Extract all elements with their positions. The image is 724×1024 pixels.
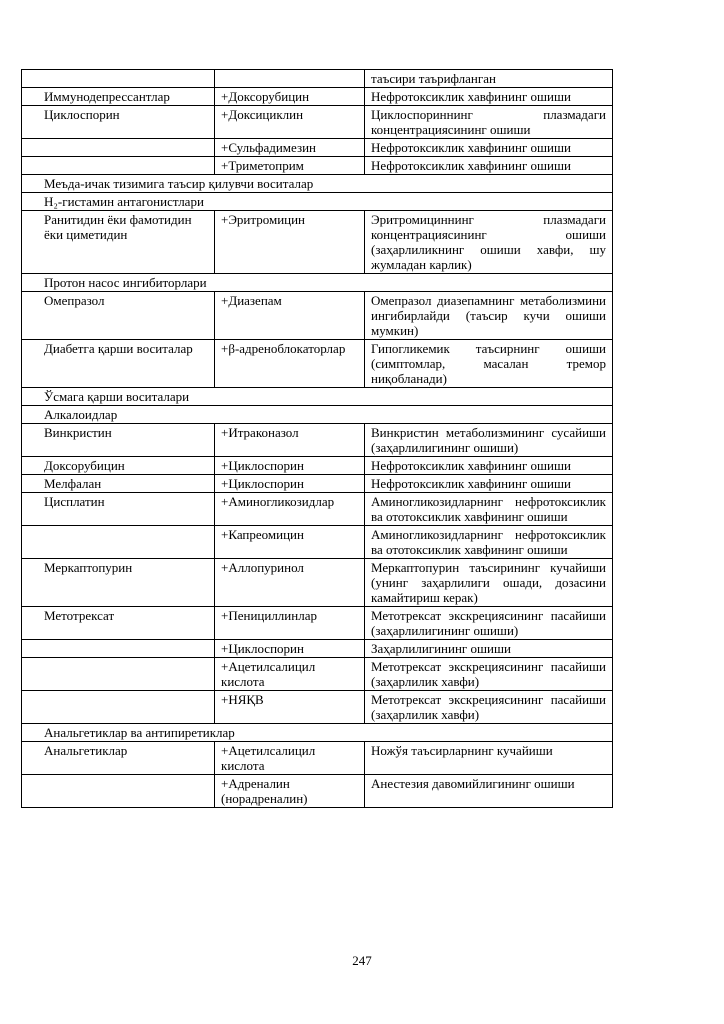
interacting-drug-cell: +НЯҚВ — [215, 691, 365, 724]
section-title: H₂-гистамин антагонистлари — [22, 193, 613, 211]
drug-cell: Омепразол — [22, 292, 215, 340]
effect-cell: Аминогликозидларнинг нефротоксиклик ва ототоксиклик хавфининг ошиши — [365, 493, 613, 526]
interacting-drug-cell: +Адреналин (норадреналин) — [215, 775, 365, 808]
drug-interaction-table — [21, 69, 613, 808]
effect-cell: Циклоспориннинг плазмадаги концентрациясининг ошиши — [365, 106, 613, 139]
effect-cell: Омепразол диазепамнинг метаболизмини ингибирлайди (таъсир кучи ошиши мумкин) — [365, 292, 613, 340]
section-header-row — [22, 274, 613, 292]
section-title: Анальгетиклар ва антипиретиклар — [22, 724, 613, 742]
drug-cell — [22, 775, 215, 808]
interacting-drug-cell: +Капреомицин — [215, 526, 365, 559]
drug-cell — [22, 70, 215, 88]
interacting-drug-cell: +Аллопуринол — [215, 559, 365, 607]
table-row — [22, 640, 613, 658]
table-row — [22, 526, 613, 559]
document-page — [21, 69, 612, 808]
drug-cell — [22, 139, 215, 157]
interacting-drug-cell: +Итраконазол — [215, 424, 365, 457]
effect-cell: Нефротоксиклик хавфининг ошиши — [365, 139, 613, 157]
table-row — [22, 691, 613, 724]
table-row — [22, 106, 613, 139]
drug-cell: Диабетга қарши воситалар — [22, 340, 215, 388]
interacting-drug-cell: +Циклоспорин — [215, 475, 365, 493]
interacting-drug-cell: +Пенициллинлар — [215, 607, 365, 640]
interacting-drug-cell: +Сульфадимезин — [215, 139, 365, 157]
table-row — [22, 658, 613, 691]
table-row — [22, 340, 613, 388]
drug-cell: Мелфалан — [22, 475, 215, 493]
table-body — [22, 70, 613, 808]
interacting-drug-cell — [215, 70, 365, 88]
drug-cell: Доксорубицин — [22, 457, 215, 475]
section-header-row — [22, 406, 613, 424]
section-header-row — [22, 193, 613, 211]
drug-cell: Метотрексат — [22, 607, 215, 640]
drug-cell: Винкристин — [22, 424, 215, 457]
table-row — [22, 742, 613, 775]
effect-cell: Ножўя таъсирларнинг кучайиши — [365, 742, 613, 775]
interacting-drug-cell: +Циклоспорин — [215, 640, 365, 658]
table-row — [22, 493, 613, 526]
interacting-drug-cell: +Доксициклин — [215, 106, 365, 139]
effect-cell: Заҳарлилигининг ошиши — [365, 640, 613, 658]
drug-cell: Цисплатин — [22, 493, 215, 526]
table-row — [22, 475, 613, 493]
table-row — [22, 424, 613, 457]
effect-cell: Гипогликемик таъсирнинг ошиши (симптомлар, масалан тремор ниқобланади) — [365, 340, 613, 388]
table-row — [22, 211, 613, 274]
table-row — [22, 157, 613, 175]
effect-cell: Нефротоксиклик хавфининг ошиши — [365, 475, 613, 493]
interacting-drug-cell: +β-адреноблокаторлар — [215, 340, 365, 388]
effect-cell: Нефротоксиклик хавфининг ошиши — [365, 88, 613, 106]
effect-cell: Метотрексат экскрециясининг пасайиши (заҳарлилик хавфи) — [365, 658, 613, 691]
table-row — [22, 292, 613, 340]
drug-cell: Иммунодепрессантлар — [22, 88, 215, 106]
effect-cell: Метотрексат экскрециясининг пасайиши (заҳарлилик хавфи) — [365, 691, 613, 724]
drug-cell: Циклоспорин — [22, 106, 215, 139]
section-header-row — [22, 724, 613, 742]
drug-cell — [22, 157, 215, 175]
effect-cell: Анестезия давомийлигининг ошиши — [365, 775, 613, 808]
section-title: Ўсмага қарши воситалари — [22, 388, 613, 406]
table-row — [22, 559, 613, 607]
interacting-drug-cell: +Аминогликозидлар — [215, 493, 365, 526]
interacting-drug-cell: +Диазепам — [215, 292, 365, 340]
table-row — [22, 70, 613, 88]
drug-cell: Анальгетиклар — [22, 742, 215, 775]
drug-cell — [22, 640, 215, 658]
interacting-drug-cell: +Циклоспорин — [215, 457, 365, 475]
page-number: 247 — [352, 953, 372, 968]
section-title: Меъда-ичак тизимига таъсир қилувчи воситалар — [22, 175, 613, 193]
section-title: Протон насос ингибиторлари — [22, 274, 613, 292]
interacting-drug-cell: +Триметоприм — [215, 157, 365, 175]
drug-cell — [22, 658, 215, 691]
effect-cell: Метотрексат экскрециясининг пасайиши (заҳарлилигининг ошиши) — [365, 607, 613, 640]
effect-cell: Эритромициннинг плазмадаги концентрациясининг ошиши (заҳарлиликнинг ошиши хавфи, шу жумладан карлик) — [365, 211, 613, 274]
section-header-row — [22, 175, 613, 193]
effect-cell: Нефротоксиклик хавфининг ошиши — [365, 157, 613, 175]
table-row — [22, 457, 613, 475]
effect-cell: Винкристин метаболизмининг сусайиши (заҳарлилигининг ошиши) — [365, 424, 613, 457]
interacting-drug-cell: +Доксорубицин — [215, 88, 365, 106]
drug-cell — [22, 526, 215, 559]
section-title: Алкалоидлар — [22, 406, 613, 424]
table-row — [22, 775, 613, 808]
interacting-drug-cell: +Ацетилсалицил кислота — [215, 742, 365, 775]
effect-cell: Аминогликозидларнинг нефротоксиклик ва ототоксиклик хавфининг ошиши — [365, 526, 613, 559]
drug-cell: Ранитидин ёки фамотидин ёки циметидин — [22, 211, 215, 274]
effect-cell: Меркаптопурин таъсирининг кучайиши (унинг заҳарлилиги ошади, дозасини камайтириш керак) — [365, 559, 613, 607]
effect-cell: Нефротоксиклик хавфининг ошиши — [365, 457, 613, 475]
table-row — [22, 607, 613, 640]
drug-cell — [22, 691, 215, 724]
table-row — [22, 139, 613, 157]
table-row — [22, 88, 613, 106]
section-header-row — [22, 388, 613, 406]
interacting-drug-cell: +Ацетилсалицил кислота — [215, 658, 365, 691]
effect-cell: таъсири таърифланган — [365, 70, 613, 88]
interacting-drug-cell: +Эритромицин — [215, 211, 365, 274]
drug-cell: Меркаптопурин — [22, 559, 215, 607]
